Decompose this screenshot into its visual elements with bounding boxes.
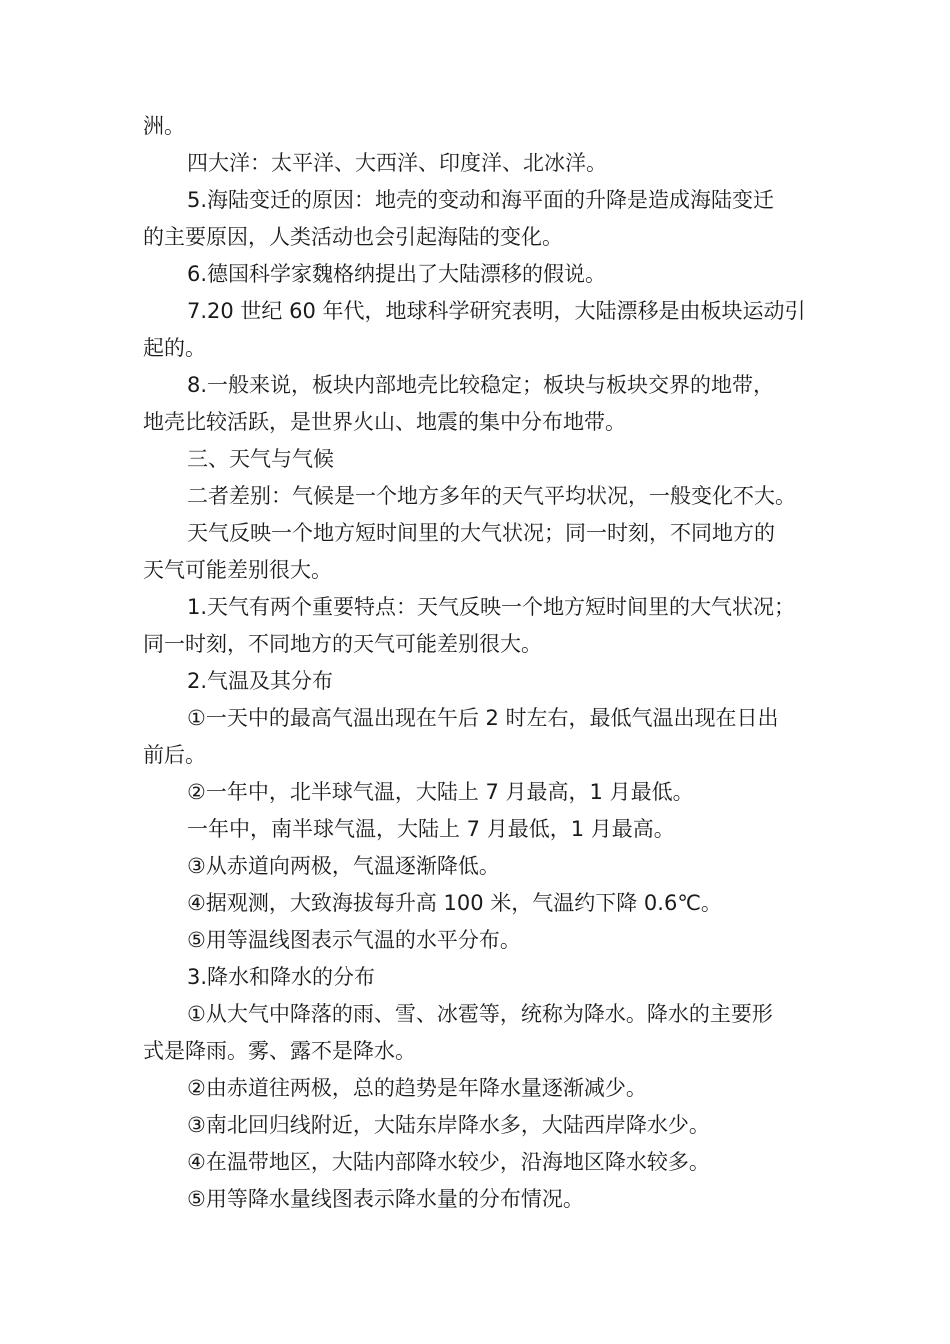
text-line: 同一时刻，不同地方的天气可能差别很大。 <box>143 632 542 656</box>
text-line: 1.天气有两个重要特点：天气反映一个地方短时间里的大气状况； <box>187 595 796 619</box>
text-line: 天气可能差别很大。 <box>143 558 332 582</box>
text-line: 起的。 <box>143 336 206 360</box>
text-line: 8.一般来说，板块内部地壳比较稳定；板块与板块交界的地带， <box>187 373 775 397</box>
text-line: 洲。 <box>143 114 185 138</box>
text-line: ②由赤道往两极，总的趋势是年降水量逐渐减少。 <box>187 1076 647 1100</box>
text-line: 二者差别：气候是一个地方多年的天气平均状况，一般变化不大。 <box>187 484 796 508</box>
text-line: ④据观测，大致海拔每升高 100 米，气温约下降 0.6℃。 <box>187 891 722 915</box>
subsection-heading: 3.降水和降水的分布 <box>187 965 376 989</box>
text-line: ⑤用等降水量线图表示降水量的分布情况。 <box>187 1187 584 1211</box>
text-line: 7.20 世纪 60 年代，地球科学研究表明，大陆漂移是由板块运动引 <box>187 299 806 323</box>
text-line: ③南北回归线附近，大陆东岸降水多，大陆西岸降水少。 <box>187 1113 710 1137</box>
text-line: 5.海陆变迁的原因：地壳的变动和海平面的升降是造成海陆变迁 <box>187 188 775 212</box>
text-line: 的主要原因，人类活动也会引起海陆的变化。 <box>143 225 563 249</box>
text-line: ③从赤道向两极，气温逐渐降低。 <box>187 854 500 878</box>
text-line: ①从大气中降落的雨、雪、冰雹等，统称为降水。降水的主要形 <box>187 1002 773 1026</box>
text-line: ①一天中的最高气温出现在午后 2 时左右，最低气温出现在日出 <box>187 706 779 730</box>
text-line: 四大洋：太平洋、大西洋、印度洋、北冰洋。 <box>187 151 607 175</box>
text-line: 6.德国科学家魏格纳提出了大陆漂移的假说。 <box>187 262 607 286</box>
text-line: ④在温带地区，大陆内部降水较少，沿海地区降水较多。 <box>187 1150 710 1174</box>
section-heading: 三、天气与气候 <box>187 447 334 471</box>
text-line: 地壳比较活跃，是世界火山、地震的集中分布地带。 <box>143 410 626 434</box>
text-line: 式是降雨。雾、露不是降水。 <box>143 1039 416 1063</box>
text-line: 一年中，南半球气温，大陆上 7 月最低，1 月最高。 <box>187 817 675 841</box>
text-line: ⑤用等温线图表示气温的水平分布。 <box>187 928 521 952</box>
text-line: ②一年中，北半球气温，大陆上 7 月最高，1 月最低。 <box>187 780 694 804</box>
text-line: 天气反映一个地方短时间里的大气状况；同一时刻，不同地方的 <box>187 521 775 545</box>
subsection-heading: 2.气温及其分布 <box>187 669 334 693</box>
text-line: 前后。 <box>143 743 206 767</box>
